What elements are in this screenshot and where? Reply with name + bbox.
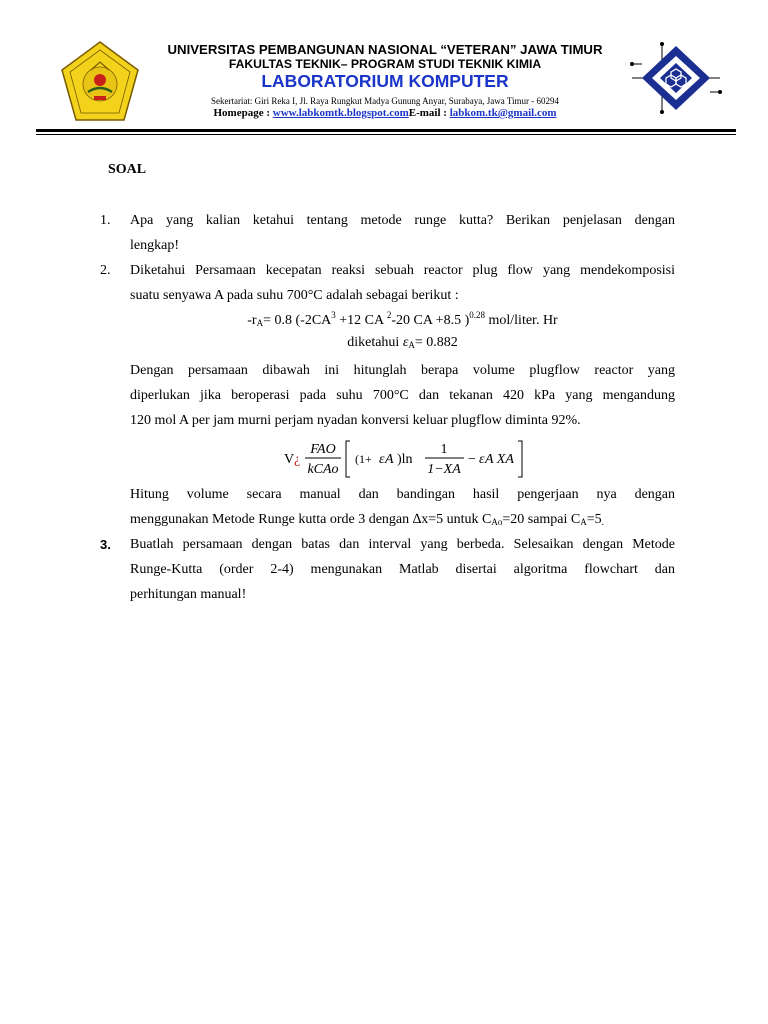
formula-minus: − bbox=[468, 452, 476, 467]
question-text-line: diperlukan jika beroperasi pada suhu 700°C dan tekanan 420 kPa yang mengandung bbox=[130, 388, 675, 403]
formula-a: A bbox=[385, 452, 394, 467]
email-label: E-mail : bbox=[408, 107, 450, 119]
formula-denominator: kCAo bbox=[307, 462, 339, 477]
question-1 bbox=[100, 208, 675, 260]
formula-frac-den: 1−XA bbox=[427, 462, 461, 477]
university-logo-icon bbox=[58, 40, 142, 124]
university-name: UNIVERSITAS PEMBANGUNAN NASIONAL “VETERAN” JAWA TIMUR bbox=[167, 42, 603, 57]
question-2-instructions bbox=[100, 482, 675, 532]
formula-inner-open: (1+ bbox=[355, 452, 372, 466]
section-heading: SOAL bbox=[108, 162, 147, 177]
letterhead bbox=[0, 0, 768, 140]
formula-numerator: FAO bbox=[310, 442, 336, 457]
epsilon-given: diketahui $\varepsilon_A= 0.882$ bbox=[347, 335, 458, 350]
question-text-line: Diketahui Persamaan kecepatan reaksi sebuah reactor plug flow yang mendekomposisi bbox=[130, 263, 675, 278]
formula-tail: A XA bbox=[485, 452, 514, 467]
question-2-paragraph bbox=[100, 358, 675, 438]
question-text-line: menggunakan Metode Runge kutta orde 3 dengan ∆x=5 untuk $C_{Ao}=20$ sampai $C_A=5_.$ bbox=[130, 512, 604, 527]
question-text-line: Buatlah persamaan dengan batas dan interval yang berbeda. Selesaikan dengan Metode bbox=[130, 537, 675, 552]
formula-ln: )ln bbox=[397, 452, 413, 467]
homepage-label: Homepage : bbox=[213, 107, 273, 119]
email-link[interactable]: labkom.tk@gmail.com bbox=[449, 107, 557, 119]
question-text-line: Apa yang kalian ketahui tentang metode runge kutta? Berikan penjelasan dengan bbox=[130, 213, 675, 228]
formula-epsilon: ε bbox=[379, 452, 385, 467]
question-text-line: Hitung volume secara manual dan bandingan hasil pengerjaan nya dengan bbox=[130, 487, 675, 502]
question-text-line: perhitungan manual! bbox=[130, 587, 247, 602]
question-text-line: lengkap! bbox=[130, 238, 179, 253]
question-number: 1. bbox=[100, 213, 111, 228]
question-3 bbox=[100, 532, 675, 610]
formula-eq-sign: ¿ bbox=[294, 452, 301, 467]
question-text-line: suatu senyawa A pada suhu 700°C adalah sebagai berikut : bbox=[130, 288, 459, 303]
question-text-line: 120 mol A per jam murni perjam nyadan konversi keluar plugflow diminta 92%. bbox=[130, 413, 581, 428]
volume-formula bbox=[280, 437, 530, 481]
rate-equation: $-r_A= 0.8$ ($-2CA^3 +12$ CA $^2$-20 CA +8.5 )$^{0.28}$ mol/liter. Hr bbox=[247, 310, 558, 328]
homepage-link[interactable]: www.labkomtk.blogspot.com bbox=[272, 107, 409, 119]
question-number: 2. bbox=[100, 263, 111, 278]
question-number: 3. bbox=[100, 537, 111, 552]
formula-v: V bbox=[284, 452, 295, 467]
question-text-line: Dengan persamaan dibawah ini hitunglah berapa volume plugflow reactor yang bbox=[130, 363, 675, 378]
formula-epsilon-2: ε bbox=[479, 452, 485, 467]
question-text-line: Runge-Kutta (order 2-4) mengunakan Matlab disertai algoritma flowchart dan bbox=[130, 562, 675, 577]
header-rule-thick bbox=[36, 129, 736, 132]
secretariat-address: Sekertariat: Giri Reka I, Jl. Raya Rungkut Madya Gunung Anyar, Surabaya, Jawa Timur - 60294 bbox=[210, 96, 560, 106]
contact-line bbox=[150, 107, 620, 119]
lab-name: LABORATORIUM KOMPUTER bbox=[261, 71, 509, 91]
header-rule-thin bbox=[36, 134, 736, 135]
faculty-name: FAKULTAS TEKNIK– PROGRAM STUDI TEKNIK KIMIA bbox=[228, 57, 542, 71]
formula-frac-num: 1 bbox=[440, 442, 448, 457]
lab-logo-icon bbox=[630, 42, 722, 114]
